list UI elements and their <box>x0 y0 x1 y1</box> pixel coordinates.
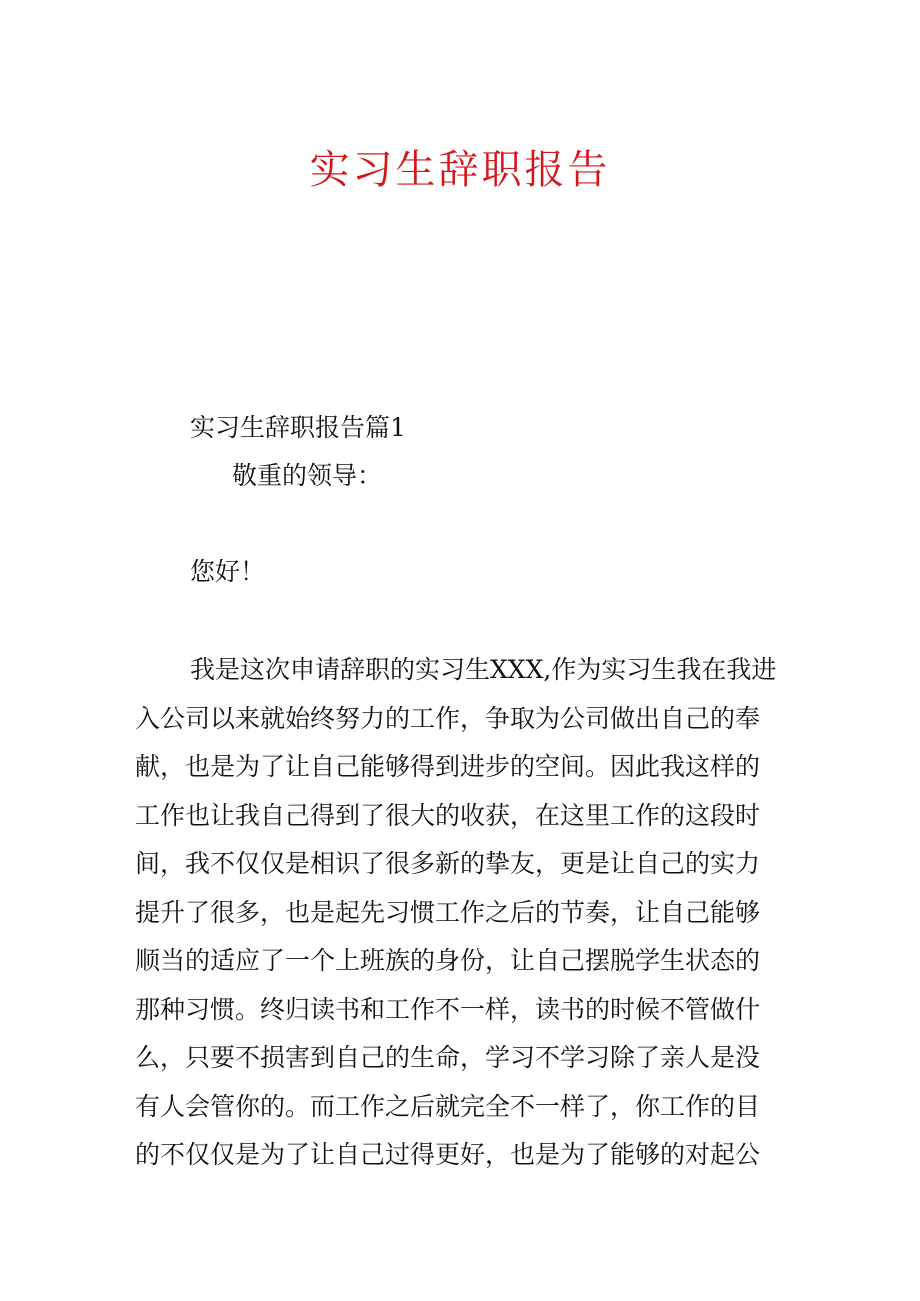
greeting: 您好！ <box>190 557 266 586</box>
body-line: 我是这次申请辞职的实习生XXX,作为实习生我在我进 <box>190 655 777 684</box>
body-line: 顺当的适应了一个上班族的身份，让自己摆脱学生状态的 <box>135 946 761 975</box>
body-line: 献，也是为了让自己能够得到进步的空间。因此我这样的 <box>135 752 761 781</box>
body-line: 入公司以来就始终努力的工作，争取为公司做出自己的奉 <box>135 703 761 733</box>
body-line: 有人会管你的。而工作之后就完全不一样了，你工作的目 <box>135 1091 761 1121</box>
body-line: 那种习惯。终归读书和工作不一样，读书的时候不管做什 <box>135 994 761 1024</box>
section-heading: 实习生辞职报告篇1 <box>190 413 406 442</box>
body-line: 提升了很多，也是起先习惯工作之后的节奏，让自己能够 <box>135 897 761 927</box>
body-line: 的不仅仅是为了让自己过得更好，也是为了能够的对起公 <box>135 1140 761 1169</box>
body-line: 么，只要不损害到自己的生命，学习不学习除了亲人是没 <box>135 1043 761 1072</box>
body-line: 间，我不仅仅是相识了很多新的挚友，更是让自己的实力 <box>135 849 761 878</box>
body-line: 工作也让我自己得到了很大的收获，在这里工作的这段时 <box>135 800 761 830</box>
document-title: 实习生辞职报告 <box>309 147 611 193</box>
salutation: 敬重的领导： <box>232 461 383 490</box>
body-paragraph <box>135 646 795 1180</box>
